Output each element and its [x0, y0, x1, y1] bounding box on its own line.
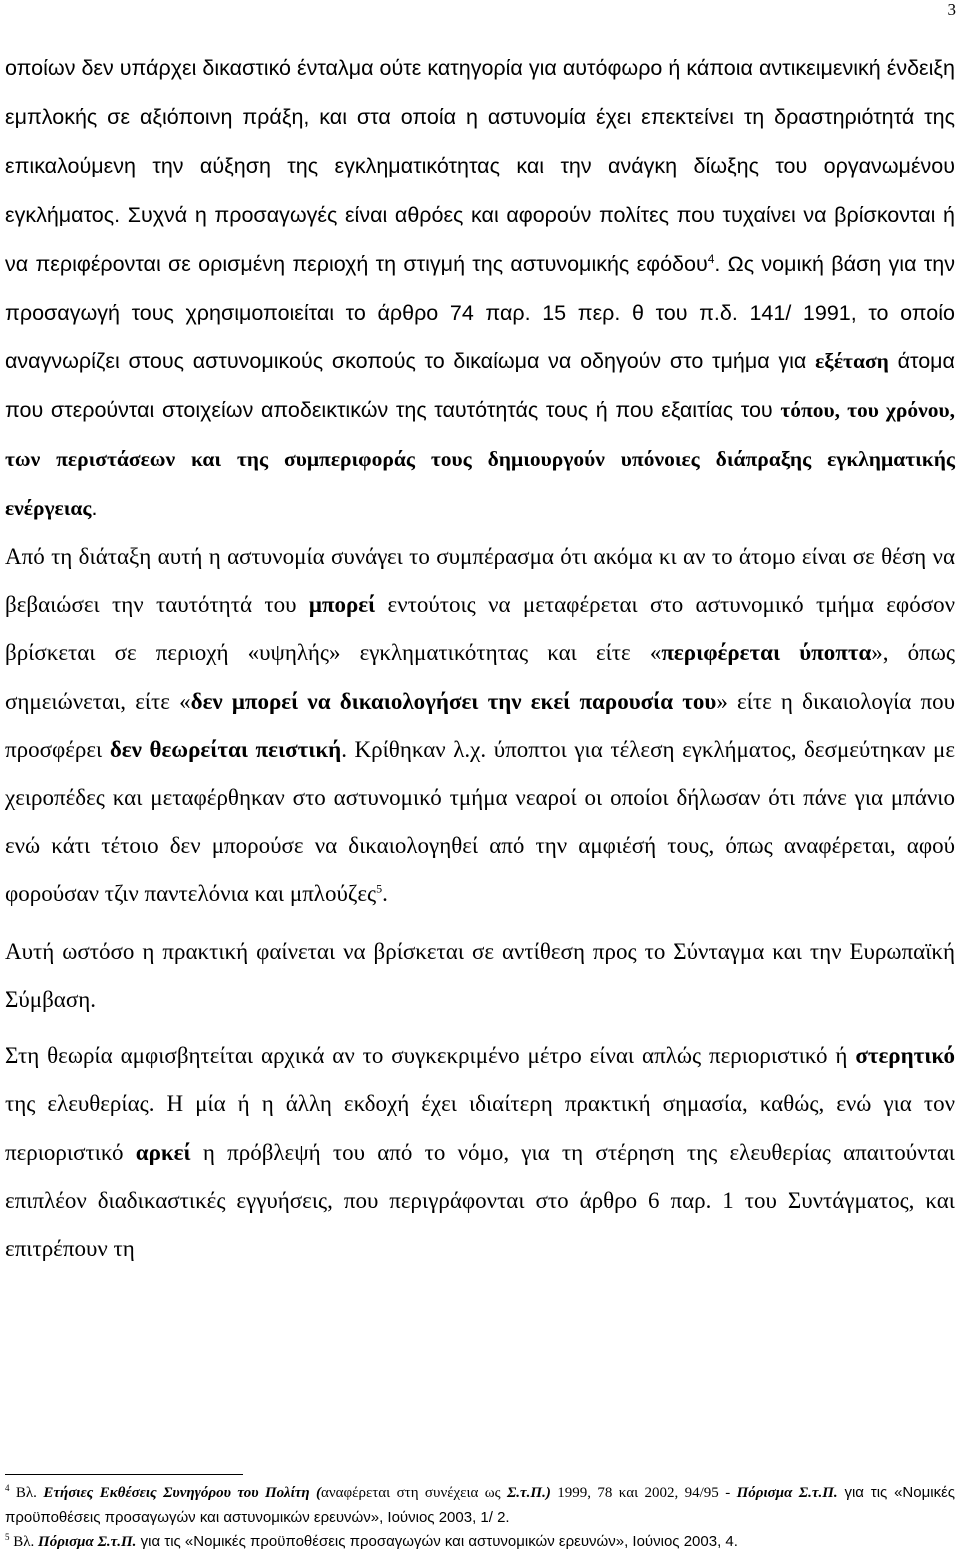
text-run: αναφέρεται στη συνέχεια ως: [321, 1485, 507, 1501]
text-run: της ελευθερίας. Η μία ή η άλλη εκδοχή έχει ιδιαίτερη πρακτική σημασία, καθώς, ενώ για τον περιοριστικό: [5, 1091, 955, 1165]
footnote-number: 4: [5, 1483, 10, 1493]
bold-text: στερητικό: [855, 1043, 955, 1069]
text-run: Βλ.: [9, 1485, 44, 1501]
text-run: . Κρίθηκαν λ.χ. ύποπτοι για τέλεση εγκλήματος, δεσμεύτηκαν με χειροπέδες και μεταφέρθηκαν στο αστυνομικό τμήμα νεαροί οι οποίοι δήλωσαν ότι πάνε για μπάνιο ενώ κάτι τέτοιο δεν μπορούσε να δικαιολογηθεί από την αμφιέσή τους, όπως αναφέρεται, αφού φορούσαν τζιν παντελόνια και μπλούζες: [5, 736, 956, 907]
footnote-4: [5, 1481, 955, 1530]
footnote-ref-4[interactable]: 4: [707, 251, 715, 266]
body-text: [5, 44, 955, 1273]
bold-text: αρκεί: [135, 1139, 191, 1165]
paragraph-3: Αυτή ωστόσο η πρακτική φαίνεται να βρίσκεται σε αντίθεση προς το Σύνταγμα και την Ευρωπαϊκή Σύμβαση.: [5, 938, 955, 1012]
bold-text: εξέταση: [815, 349, 889, 374]
text-run: η πρόβλεψή του από το νόμο, για τη στέρηση της ελευθερίας απαιτούνται επιπλέον διαδικαστικές εγγυήσεις, που περιγράφονται στο άρθρο 6 παρ. 1 του Συντάγματος, και επιτρέπουν τη: [5, 1139, 955, 1261]
report-title: Ετήσιες Εκθέσεις Συνηγόρου του Πολίτη (: [43, 1485, 322, 1501]
text-run: » είτε η δικαιολογία που προσφέρει: [5, 688, 956, 762]
text-run: για τις «Νομικές προϋποθέσεις προσαγωγών και αστυνομικών ερευνών», Ιούνιος 2003, 1/ 2.: [5, 1484, 955, 1526]
text-run: », όπως σημειώνεται, είτε «: [5, 640, 956, 714]
bold-text: δεν θεωρείται πειστική: [109, 736, 342, 762]
abbreviation: [507, 1485, 551, 1501]
text-run: Βλ.: [9, 1534, 39, 1551]
footnotes: [5, 1481, 955, 1555]
abbreviation-text: Σ.τ.Π.): [506, 1485, 551, 1501]
porisma-title: Πόρισμα Σ.τ.Π.: [38, 1534, 137, 1551]
text-run: 1999, 78 και 2002, 94/95 -: [550, 1485, 737, 1501]
paragraph-4: [5, 1032, 955, 1273]
footnote-separator: [5, 1474, 243, 1475]
text-run: .: [382, 881, 388, 907]
text-run: Στη θεωρία αμφισβητείται αρχικά αν το συγκεκριμένο μέτρο είναι απλώς περιοριστικό ή: [5, 1043, 856, 1069]
footnote-5: [5, 1530, 955, 1555]
page-number: 3: [947, 0, 956, 19]
text-run: .: [91, 496, 98, 521]
porisma-title: Πόρισμα Σ.τ.Π.: [736, 1485, 838, 1501]
paragraph-2: [5, 533, 955, 919]
text-run: . Ως νομική βάση για την προσαγωγή τους χρησιμοποιείται το άρθρο 74 παρ. 15 περ. θ του π.δ. 141/ 1991, το οποίο αναγνωρίζει στους αστυνομικούς σκοπούς το δικαίωμα να οδηγούν στο τμήμα για: [5, 251, 955, 374]
text-run: για τις «Νομικές προϋποθέσεις προσαγωγών και αστυνομικών ερευνών», Ιούνιος 2003, 4.: [136, 1533, 738, 1551]
text-run: άτομα που στερούνται στοιχείων αποδεικτικών της ταυτότητάς τους ή που εξαιτίας του: [5, 349, 955, 423]
footnote-number: 5: [5, 1532, 10, 1543]
text-run: εντούτοις να μεταφέρεται στο αστυνομικό τμήμα εφόσον βρίσκεται σε περιοχή «υψηλής» εγκληματικότητας και είτε «: [5, 592, 955, 666]
footnote-ref-5[interactable]: 5: [376, 881, 383, 896]
bold-text: περιφέρεται ύποπτα: [661, 640, 872, 666]
text-run: Από τη διάταξη αυτή η αστυνομία συνάγει το συμπέρασμα ότι ακόμα κι αν το άτομο είναι σε θέση να βεβαιώσει την ταυτότητά του: [5, 544, 955, 618]
bold-text: μπορεί: [308, 592, 376, 618]
text-run: οποίων δεν υπάρχει δικαστικό ένταλμα ούτε κατηγορία για αυτόφωρο ή κάποια αντικειμενική ένδειξη εμπλοκής σε αξιόποινη πράξη, και στα οποία η αστυνομία έχει επεκτείνει τη δραστηριότητά της επικαλούμενη την αύξηση της εγκληματικότητας και την ανάγκη δίωξης του οργανωμένου εγκλήματος. Συχνά η προσαγωγές είναι αθρόες και αφορούν πολίτες που τυχαίνει να βρίσκονται ή να περιφέρονται σε ορισμένη περιοχή τη στιγμή της αστυνομικής εφόδου: [5, 56, 955, 276]
bold-text: τόπου, του χρόνου, των περιστάσεων και της συμπεριφοράς τους δημιουργούν υπόνοιες διάπραξης εγκληματικής ενέργειας: [5, 398, 955, 521]
paragraph-1: [5, 44, 955, 533]
bold-text: δεν μπορεί να δικαιολογήσει την εκεί παρουσία του: [190, 688, 717, 714]
